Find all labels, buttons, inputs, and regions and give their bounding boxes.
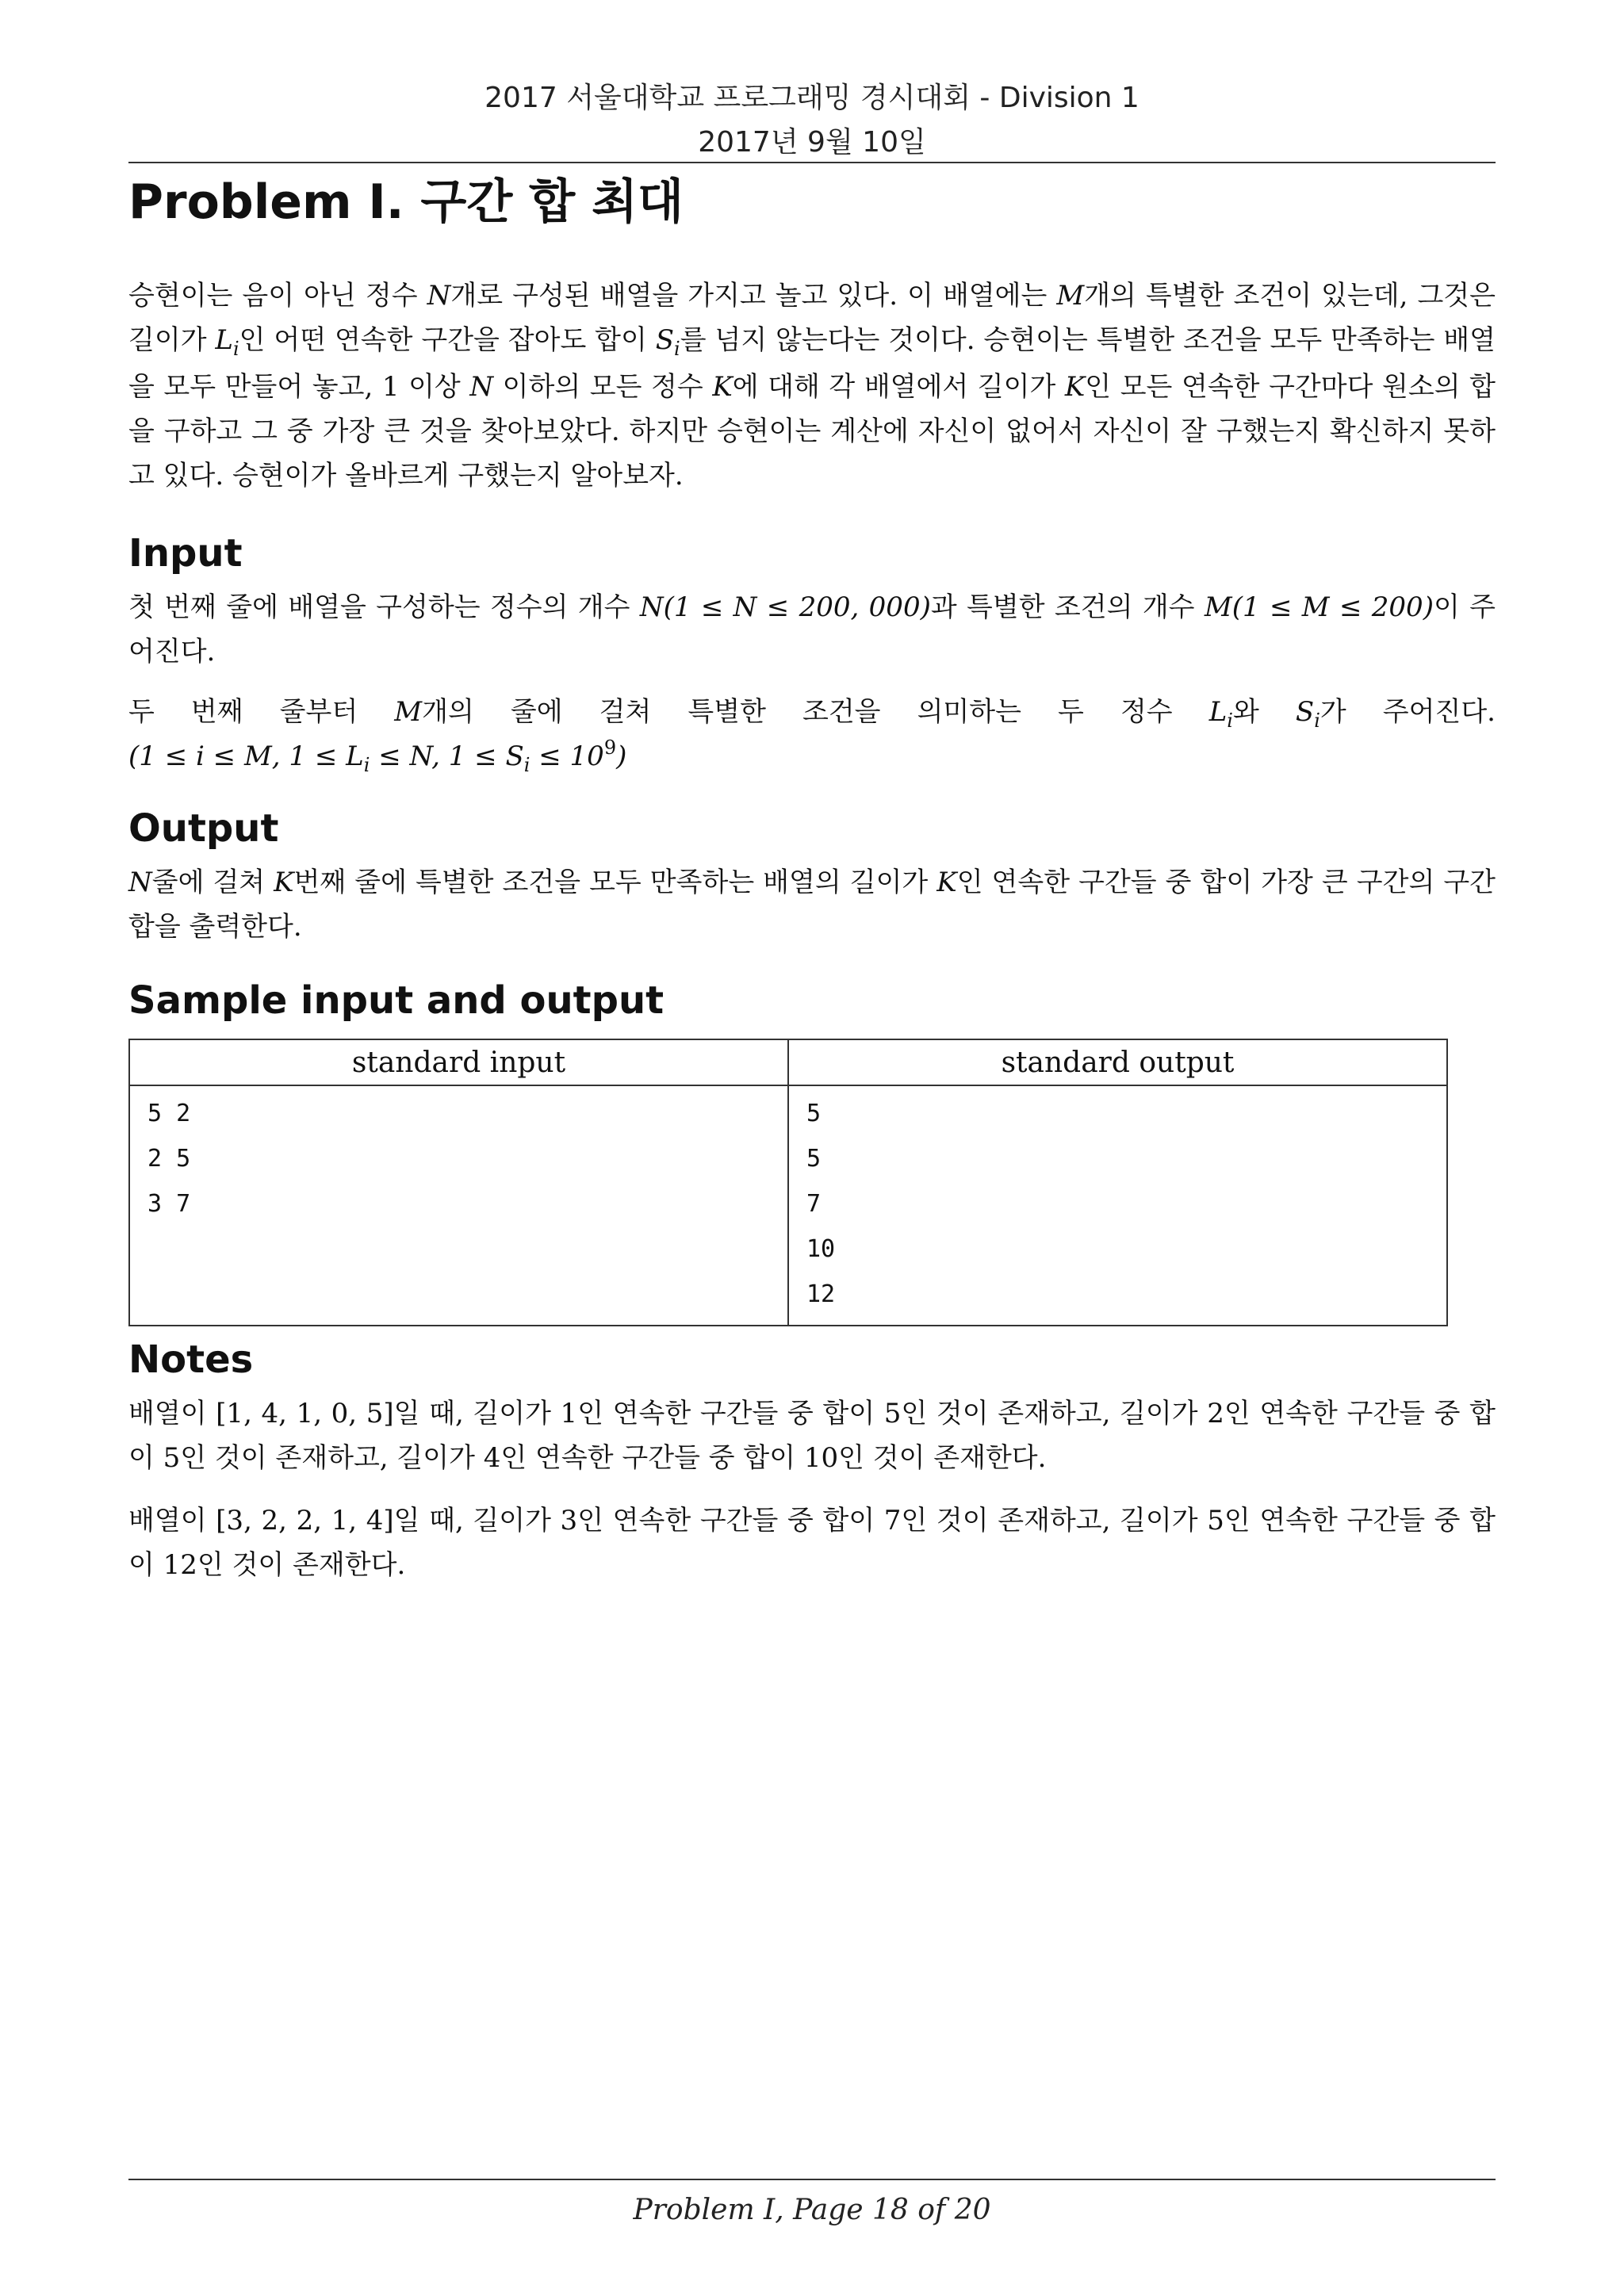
input-line: 3 7 xyxy=(147,1190,191,1218)
math-n: N xyxy=(427,280,451,312)
output-line: 12 xyxy=(806,1280,836,1308)
math-k: K xyxy=(712,371,733,403)
problem-statement: 승현이는 음이 아닌 정수 N개로 구성된 배열을 가지고 놀고 있다. 이 배열에는 M개의 특별한 조건이 있는데, 그것은 길이가 $L_i$인 어떤 연속한 구간을 잡아도 합이 $S_i$를 넘지 않는다는 것이다. 승현이는 특별한 조건을 모두 만족하는 배열을 모두 만들어 놓고, 1 이상 N 이하의 모든 정수 K에 대해 각 배열에서 길이가 K인 모든 연속한 구간마다 원소의 합을 구하고 그 중 가장 큰 것을 찾아보았다. 하지만 승현이는 계산에 자신이 없어서 자신이 잘 구했는지 확신하지 못하고 있다. 승현이가 올바르게 구했는지 알아보자. xyxy=(128,280,1496,492)
note-2: 배열이 [3, 2, 2, 1, 4]일 때, 길이가 3인 연속한 구간들 중 합이 7인 것이 존재하고, 길이가 5인 연속한 구간들 중 합이 12인 것이 존재한다. xyxy=(128,1505,1496,1581)
sample-io-table xyxy=(128,1039,1448,1326)
col-standard-output: standard output xyxy=(788,1039,1447,1085)
col-standard-input: standard input xyxy=(129,1039,788,1085)
output-paragraph: N줄에 걸쳐 K번째 줄에 특별한 조건을 모두 만족하는 배열의 길이가 K인 연속한 구간들 중 합이 가장 큰 구간의 구간 합을 출력한다. xyxy=(128,867,1496,943)
input-paragraph-1: 첫 번째 줄에 배열을 구성하는 정수의 개수 N(1 ≤ N ≤ 200, 000)과 특별한 조건의 개수 M(1 ≤ M ≤ 200)이 주어진다. xyxy=(128,591,1496,668)
notes-heading: Notes xyxy=(128,1337,254,1382)
problem-title: Problem I. 구간 합 최대 xyxy=(128,174,684,230)
footer-divider xyxy=(128,2179,1496,2180)
note-1: 배열이 [1, 4, 1, 0, 5]일 때, 길이가 1인 연속한 구간들 중 합이 5인 것이 존재하고, 길이가 2인 연속한 구간들 중 합이 5인 것이 존재하고, 길이가 4인 연속한 구간들 중 합이 10인 것이 존재한다. xyxy=(128,1398,1496,1474)
math-l-i: $L_i$ xyxy=(215,324,239,360)
math-s-i: $S_i$ xyxy=(655,324,680,360)
input-line: 5 2 xyxy=(147,1100,191,1127)
output-line: 7 xyxy=(806,1190,822,1218)
input-heading: Input xyxy=(128,531,243,576)
output-line: 5 xyxy=(806,1145,822,1173)
math-m: M xyxy=(1056,280,1085,312)
output-heading: Output xyxy=(128,806,279,851)
input-paragraph-2: 두 번째 줄부터 M개의 줄에 걸쳐 특별한 조건을 의미하는 두 정수 $L_i$와 $S_i$가 주어진다. xyxy=(128,696,1496,732)
input-line: 2 5 xyxy=(147,1145,191,1173)
header-divider xyxy=(128,162,1496,163)
page-header xyxy=(128,76,1496,165)
contest-name: 2017 서울대학교 프로그래밍 경시대회 - Division 1 xyxy=(485,82,1139,114)
contest-date: 2017년 9월 10일 xyxy=(698,126,926,159)
output-line: 10 xyxy=(806,1235,836,1263)
sample-output-cell xyxy=(788,1085,1447,1326)
sample-input-cell xyxy=(129,1085,788,1326)
input-constraints: (1 ≤ i ≤ M, $1 \le L_i \le N$, $1 \le S_i \le 10^9$) xyxy=(128,737,627,776)
page-footer: Problem I, Page 18 of 20 xyxy=(633,2194,991,2226)
output-line: 5 xyxy=(806,1100,822,1127)
sample-heading: Sample input and output xyxy=(128,978,665,1023)
